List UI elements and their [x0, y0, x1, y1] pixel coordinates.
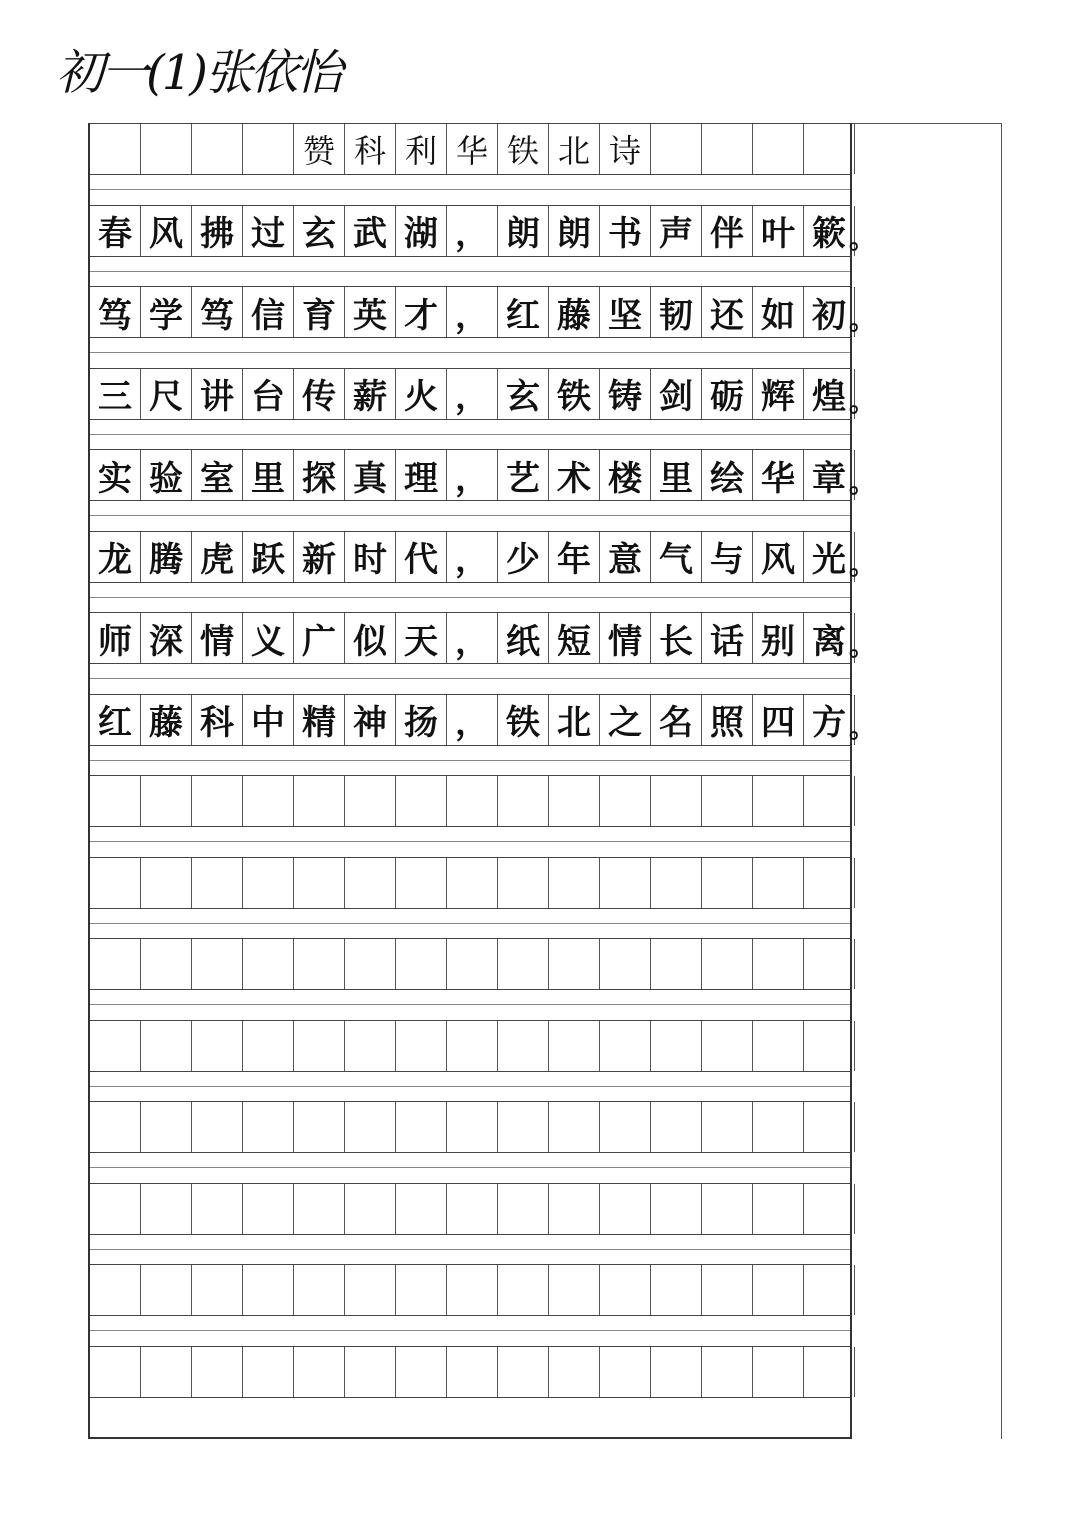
poem-char: 话	[702, 613, 753, 663]
poem-line-end-punctuation: 。	[849, 306, 876, 336]
title-char: 科	[345, 124, 396, 174]
grid-cell	[294, 1347, 345, 1397]
grid-cell	[600, 858, 651, 908]
poem-char: ，	[447, 450, 498, 500]
poem-char: 真	[345, 450, 396, 500]
grid-cell	[753, 124, 804, 174]
grid-cell	[753, 939, 804, 989]
grid-cell	[702, 776, 753, 826]
grid-cell	[447, 1102, 498, 1152]
grid-cell	[90, 1265, 141, 1315]
poem-char: 室	[192, 450, 243, 500]
grid-cell	[192, 776, 243, 826]
title-row	[90, 123, 850, 175]
poem-char: 伴	[702, 206, 753, 256]
grid-cell	[141, 858, 192, 908]
gap-rule	[90, 760, 850, 761]
poem-char: 师	[90, 613, 141, 663]
poem-char: 玄	[498, 369, 549, 419]
grid-cell	[141, 1265, 192, 1315]
grid-cell	[396, 939, 447, 989]
grid-cell	[498, 1265, 549, 1315]
poem-char: 深	[141, 613, 192, 663]
grid-cell	[498, 1347, 549, 1397]
poem-char: 艺	[498, 450, 549, 500]
poem-char: 辉	[753, 369, 804, 419]
title-char: 北	[549, 124, 600, 174]
poem-char: 理	[396, 450, 447, 500]
grid-cell	[498, 858, 549, 908]
gap-rule	[90, 1004, 850, 1005]
grid-cell	[447, 1021, 498, 1071]
grid-cell	[192, 1265, 243, 1315]
poem-char: 楼	[600, 450, 651, 500]
grid-cell	[702, 124, 753, 174]
grid-cell	[600, 1102, 651, 1152]
poem-char: 湖	[396, 206, 447, 256]
poem-char: 北	[549, 695, 600, 745]
poem-char: 里	[243, 450, 294, 500]
grid-cell	[192, 124, 243, 174]
poem-char: 声	[651, 206, 702, 256]
gap-rule	[90, 597, 850, 598]
poem-char: 剑	[651, 369, 702, 419]
grid-cell	[498, 939, 549, 989]
poem-char: 神	[345, 695, 396, 745]
grid-cell	[192, 858, 243, 908]
poem-char: 藤	[141, 695, 192, 745]
grid-cell	[549, 1184, 600, 1234]
grid-cell	[651, 1265, 702, 1315]
grid-cell	[141, 1184, 192, 1234]
grid-cell	[294, 776, 345, 826]
grid-cell	[651, 1184, 702, 1234]
grid-cell	[753, 1021, 804, 1071]
grid-cell	[651, 939, 702, 989]
poem-line	[90, 612, 850, 664]
title-char: 铁	[498, 124, 549, 174]
poem-char: 新	[294, 532, 345, 582]
poem-char: 朗	[549, 206, 600, 256]
grid-cell	[804, 776, 855, 826]
grid-cell	[549, 1265, 600, 1315]
title-char: 利	[396, 124, 447, 174]
gap-rule	[90, 352, 850, 353]
poem-char: 煌	[804, 369, 855, 419]
poem-line-end-punctuation: 。	[849, 469, 876, 499]
poem-line-end-punctuation: 。	[849, 387, 876, 418]
poem-char: 实	[90, 450, 141, 500]
grid-cell	[753, 1102, 804, 1152]
grid-cell	[447, 1265, 498, 1315]
grid-cell	[243, 858, 294, 908]
poem-char: 与	[702, 532, 753, 582]
poem-char: 照	[702, 695, 753, 745]
grid-cell	[549, 776, 600, 826]
grid-cell	[396, 1347, 447, 1397]
gap-rule	[90, 841, 850, 842]
poem-char: 中	[243, 695, 294, 745]
grid-cell	[804, 939, 855, 989]
grid-cell	[396, 1102, 447, 1152]
poem-char: 还	[702, 287, 753, 337]
grid-cell	[294, 858, 345, 908]
grid-cell	[243, 776, 294, 826]
poem-char: 簌	[804, 206, 855, 256]
grid-cell	[702, 1021, 753, 1071]
poem-char: 代	[396, 532, 447, 582]
poem-char: 腾	[141, 532, 192, 582]
blank-row	[90, 938, 850, 990]
blank-row	[90, 1101, 850, 1153]
poem-char: 意	[600, 532, 651, 582]
poem-char: 章	[804, 450, 855, 500]
grid-cell	[192, 1347, 243, 1397]
poem-char: 验	[141, 450, 192, 500]
grid-cell	[294, 1265, 345, 1315]
poem-char: 初	[804, 287, 855, 337]
poem-char: 风	[141, 206, 192, 256]
grid-cell	[600, 1347, 651, 1397]
author-signature: 初一(1)张依怡	[56, 45, 340, 101]
grid-cell	[243, 124, 294, 174]
grid-cell	[600, 1265, 651, 1315]
poem-char: 育	[294, 287, 345, 337]
poem-char: 学	[141, 287, 192, 337]
poem-line-end-punctuation: 。	[849, 224, 876, 255]
grid-cell	[753, 776, 804, 826]
grid-cell	[192, 1102, 243, 1152]
poem-char: ，	[447, 369, 498, 419]
grid-cell	[702, 1184, 753, 1234]
poem-char: 讲	[192, 369, 243, 419]
poem-char: 坚	[600, 287, 651, 337]
grid-cell	[192, 1184, 243, 1234]
poem-char: 气	[651, 532, 702, 582]
grid-cell	[702, 1347, 753, 1397]
poem-char: 天	[396, 613, 447, 663]
grid-cell	[90, 776, 141, 826]
blank-row	[90, 775, 850, 827]
grid-cell	[396, 1184, 447, 1234]
gap-rule	[90, 434, 850, 435]
grid-cell	[192, 1021, 243, 1071]
poem-char: 春	[90, 206, 141, 256]
poem-char: 里	[651, 450, 702, 500]
grid-cell	[804, 1184, 855, 1234]
grid-cell	[294, 1184, 345, 1234]
gap-rule	[90, 189, 850, 190]
grid-cell	[243, 1265, 294, 1315]
grid-cell	[753, 1184, 804, 1234]
poem-char: 如	[753, 287, 804, 337]
grid-cell	[243, 1184, 294, 1234]
grid-cell	[141, 1347, 192, 1397]
poem-char: 绘	[702, 450, 753, 500]
poem-char: 龙	[90, 532, 141, 582]
poem-line-end-punctuation: 。	[849, 550, 876, 581]
poem-char: 藤	[549, 287, 600, 337]
poem-char: 铁	[498, 695, 549, 745]
grid-cell	[702, 1102, 753, 1152]
grid-cell	[90, 124, 141, 174]
grid-cell	[549, 1102, 600, 1152]
poem-char: 名	[651, 695, 702, 745]
grid-cell	[804, 858, 855, 908]
poem-char: 四	[753, 695, 804, 745]
poem-char: 红	[498, 287, 549, 337]
blank-row	[90, 857, 850, 909]
grid-cell	[651, 1102, 702, 1152]
poem-line-end-punctuation: 。	[849, 713, 876, 744]
grid-cell	[549, 1021, 600, 1071]
poem-line	[90, 449, 850, 501]
poem-char: 铁	[549, 369, 600, 419]
poem-char: 信	[243, 287, 294, 337]
grid-cell	[702, 858, 753, 908]
grid-cell	[702, 939, 753, 989]
poem-char: 方	[804, 695, 855, 745]
grid-cell	[243, 1102, 294, 1152]
poem-char: 术	[549, 450, 600, 500]
grid-cell	[804, 124, 855, 174]
poem-char: 探	[294, 450, 345, 500]
gap-rule	[90, 1167, 850, 1168]
poem-char: 笃	[90, 287, 141, 337]
grid-cell	[498, 776, 549, 826]
poem-char: 传	[294, 369, 345, 419]
poem-char: ，	[447, 532, 498, 582]
poem-char: 火	[396, 369, 447, 419]
gap-rule	[90, 678, 850, 679]
poem-char: 铸	[600, 369, 651, 419]
poem-char: ，	[447, 695, 498, 745]
grid-cell	[294, 1102, 345, 1152]
gap-rule	[90, 1330, 850, 1331]
poem-char: 华	[753, 450, 804, 500]
grid-cell	[753, 1265, 804, 1315]
poem-line	[90, 531, 850, 583]
grid-cell	[600, 1021, 651, 1071]
grid-cell	[651, 1021, 702, 1071]
gap-rule	[90, 1086, 850, 1087]
grid-cell	[345, 1347, 396, 1397]
poem-char: 离	[804, 613, 855, 663]
writing-grid	[88, 123, 876, 1439]
grid-cell	[651, 776, 702, 826]
poem-char: ，	[447, 287, 498, 337]
grid-cell	[447, 1184, 498, 1234]
grid-cell	[243, 1347, 294, 1397]
poem-char: 广	[294, 613, 345, 663]
grid-cell	[447, 858, 498, 908]
blank-row	[90, 1183, 850, 1235]
grid-cell	[600, 939, 651, 989]
grid-cell	[447, 1347, 498, 1397]
blank-row	[90, 1346, 850, 1398]
poem-char: 似	[345, 613, 396, 663]
grid-cell	[345, 1021, 396, 1071]
grid-cell	[600, 1184, 651, 1234]
grid-cell	[396, 1021, 447, 1071]
title-char: 华	[447, 124, 498, 174]
poem-char: 过	[243, 206, 294, 256]
grid-cell	[345, 939, 396, 989]
poem-char: 红	[90, 695, 141, 745]
poem-char: 纸	[498, 613, 549, 663]
grid-cell	[192, 939, 243, 989]
grid-cell	[702, 1265, 753, 1315]
grid-cell	[651, 858, 702, 908]
poem-char: 薪	[345, 369, 396, 419]
grid-cell	[753, 858, 804, 908]
grid-cell	[447, 776, 498, 826]
grid-cell	[498, 1102, 549, 1152]
poem-line	[90, 694, 850, 746]
poem-char: 少	[498, 532, 549, 582]
grid-cell	[498, 1184, 549, 1234]
poem-char: 别	[753, 613, 804, 663]
grid-cell	[141, 1021, 192, 1071]
gap-rule	[90, 271, 850, 272]
poem-char: 韧	[651, 287, 702, 337]
poem-line	[90, 368, 850, 420]
poem-char: 笃	[192, 287, 243, 337]
grid-cell	[345, 776, 396, 826]
grid-cell	[90, 1184, 141, 1234]
poem-line-end-punctuation: 。	[849, 632, 876, 662]
gap-rule	[90, 923, 850, 924]
poem-char: 武	[345, 206, 396, 256]
poem-char: 虎	[192, 532, 243, 582]
grid-cell	[345, 1265, 396, 1315]
grid-cell	[345, 858, 396, 908]
grid-cell	[396, 858, 447, 908]
grid-cell	[549, 1347, 600, 1397]
grid-cell	[651, 1347, 702, 1397]
poem-char: 精	[294, 695, 345, 745]
grid-cell	[243, 939, 294, 989]
poem-line	[90, 286, 850, 338]
poem-char: 叶	[753, 206, 804, 256]
grid-cell	[141, 124, 192, 174]
grid-cell	[243, 1021, 294, 1071]
poem-char: 才	[396, 287, 447, 337]
poem-char: 风	[753, 532, 804, 582]
poem-line	[90, 205, 850, 257]
grid-cell	[804, 1102, 855, 1152]
grid-cell	[804, 1021, 855, 1071]
grid-cell	[141, 776, 192, 826]
grid-cell	[600, 776, 651, 826]
grid-cell	[651, 124, 702, 174]
poem-char: 情	[600, 613, 651, 663]
grid-cell	[141, 1102, 192, 1152]
grid-cell	[498, 1021, 549, 1071]
poem-char: ，	[447, 206, 498, 256]
grid-cell	[90, 858, 141, 908]
grid-cell	[141, 939, 192, 989]
poem-char: 科	[192, 695, 243, 745]
poem-char: 长	[651, 613, 702, 663]
poem-char: 书	[600, 206, 651, 256]
blank-row	[90, 1020, 850, 1072]
poem-char: 光	[804, 532, 855, 582]
grid-cell	[804, 1265, 855, 1315]
poem-char: 跃	[243, 532, 294, 582]
grid-cell	[549, 939, 600, 989]
grid-cell	[345, 1184, 396, 1234]
poem-char: 年	[549, 532, 600, 582]
gap-rule	[90, 515, 850, 516]
blank-row	[90, 1264, 850, 1316]
gap-rule	[90, 1249, 850, 1250]
poem-char: 尺	[141, 369, 192, 419]
poem-char: 拂	[192, 206, 243, 256]
grid-cell	[396, 776, 447, 826]
poem-char: 义	[243, 613, 294, 663]
poem-char: 英	[345, 287, 396, 337]
grid-cell	[753, 1347, 804, 1397]
grid-cell	[804, 1347, 855, 1397]
poem-char: 朗	[498, 206, 549, 256]
poem-char: 之	[600, 695, 651, 745]
title-char: 赞	[294, 124, 345, 174]
grid-cell	[90, 1347, 141, 1397]
poem-char: 三	[90, 369, 141, 419]
grid-cell	[549, 858, 600, 908]
poem-char: 扬	[396, 695, 447, 745]
grid-cell	[447, 939, 498, 989]
poem-char: ，	[447, 613, 498, 663]
grid-cell	[90, 1102, 141, 1152]
poem-char: 台	[243, 369, 294, 419]
grid-cell	[294, 939, 345, 989]
poem-char: 情	[192, 613, 243, 663]
grid-cell	[294, 1021, 345, 1071]
poem-char: 砺	[702, 369, 753, 419]
grid-cell	[345, 1102, 396, 1152]
poem-char: 时	[345, 532, 396, 582]
title-char: 诗	[600, 124, 651, 174]
grid-cell	[90, 1021, 141, 1071]
grid-cell	[90, 939, 141, 989]
poem-char: 短	[549, 613, 600, 663]
poem-char: 玄	[294, 206, 345, 256]
grid-cell	[396, 1265, 447, 1315]
